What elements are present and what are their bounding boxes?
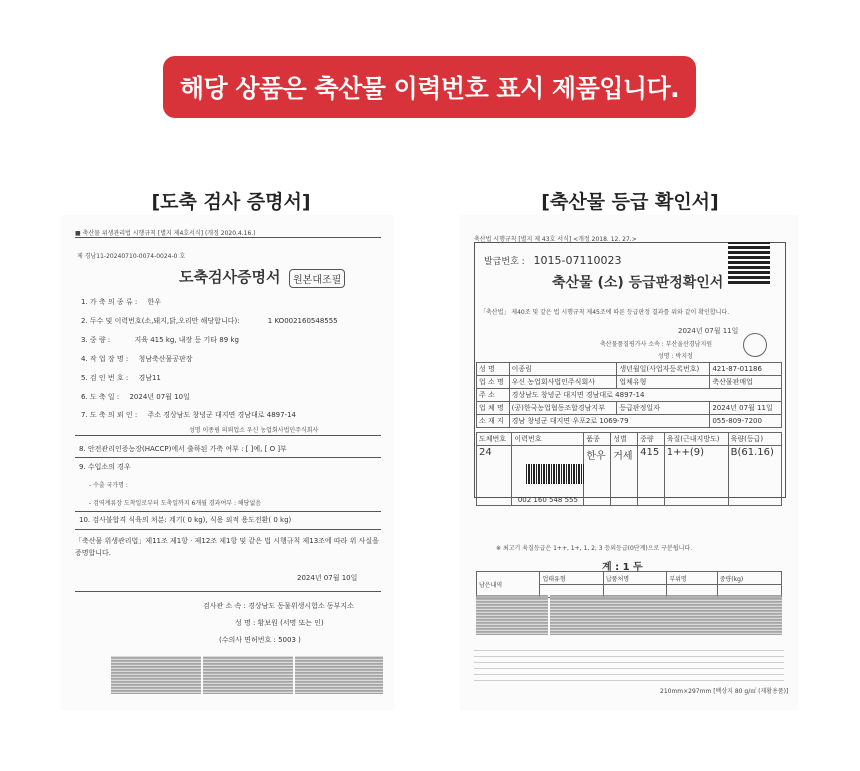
evaluator-name: 성명 : 박지정 bbox=[658, 353, 693, 360]
row-label: 1. 가 축 의 종 류 : bbox=[81, 298, 138, 306]
cell: 주 소 bbox=[477, 389, 510, 402]
slaughter-certificate-image bbox=[61, 215, 394, 710]
divider bbox=[75, 511, 381, 512]
inspector-name: 성 명 : 황보원 (서명 또는 인) bbox=[235, 619, 324, 627]
table-row bbox=[477, 363, 782, 376]
grade-certificate-heading: [축산물 등급 확인서] bbox=[541, 191, 719, 213]
certificate-date: 2024년 07월 10일 bbox=[297, 574, 358, 582]
qr-code bbox=[728, 242, 770, 284]
weight: 415 bbox=[638, 446, 665, 506]
redacted-block bbox=[111, 656, 201, 694]
cell: 2024년 07월 11일 bbox=[710, 402, 782, 415]
cell: 업체유형 bbox=[617, 376, 710, 389]
row-label: 3. 중 량 : bbox=[81, 336, 111, 344]
cell: 성 명 bbox=[477, 363, 510, 376]
column-header: 이력번호 bbox=[512, 433, 584, 446]
row-label: 7. 도 축 의 뢰 인 : bbox=[81, 411, 138, 419]
cell: 소 재 지 bbox=[477, 415, 510, 428]
cell: 등급판정일자 bbox=[617, 402, 710, 415]
vet-license: (수의사 면허번호 : 5003 ) bbox=[219, 636, 301, 644]
export-country: - 수출 국가명 : bbox=[89, 482, 128, 489]
divider bbox=[75, 529, 381, 530]
row-value: 2024년 07월 10일 bbox=[129, 393, 190, 401]
document-title: 축산물 (소) 등급판정확인서 bbox=[552, 275, 724, 291]
cell: 이종림 bbox=[509, 363, 617, 376]
reject-disposal-line: 10. 검사불합격 식육의 처분: 계기( 0 kg), 식용 외적 용도전환( 0 kg) bbox=[79, 516, 292, 524]
cell: 우신 농업회사법인주식회사 bbox=[509, 376, 617, 389]
column-header: 육량(등급) bbox=[728, 433, 781, 446]
redacted-block bbox=[476, 595, 548, 635]
row-weight bbox=[81, 335, 239, 345]
cell: 생년월일(사업자등록번호) bbox=[617, 363, 710, 376]
column-header: 도체번호 bbox=[477, 433, 512, 446]
row-value: 한우 bbox=[147, 298, 161, 306]
cell: 업 소 명 bbox=[477, 376, 510, 389]
grade-note: ※ 최고기 육질등급은 1++, 1+, 1, 2, 3 등외등급(0단계)으로 구분됩니다. bbox=[496, 545, 693, 552]
import-title: 9. 수입소의 경우 bbox=[79, 463, 131, 471]
table-row bbox=[477, 402, 782, 415]
column-header: 부위명 bbox=[667, 572, 717, 585]
table-header-row bbox=[477, 433, 782, 446]
owner-line: 성명 이종림 의뢰업소 우신 농업회사법인주식회사 bbox=[189, 427, 319, 434]
column-header: 업태유형 bbox=[540, 572, 603, 585]
row-value: 주소 경상남도 창녕군 대지면 경남대로 4897-14 bbox=[147, 411, 297, 419]
redacted-block bbox=[295, 656, 383, 694]
divider bbox=[75, 237, 381, 238]
row-workplace bbox=[81, 354, 193, 364]
trace-number: 002 160 548 555 bbox=[512, 446, 584, 506]
grade-table bbox=[476, 432, 782, 506]
cell: 055-809-7200 bbox=[710, 415, 782, 428]
cell: 업 체 명 bbox=[477, 402, 510, 415]
judgment-date: 2024년 07월 11일 bbox=[678, 327, 739, 335]
yield-grade: B(61.16) bbox=[728, 446, 781, 506]
evaluator-org: 축산물품질평가사 소속 : 부산울산경남지원 bbox=[600, 341, 713, 348]
cell: 경상남도 창녕군 대지면 경남대로 4897-14 bbox=[509, 389, 781, 402]
redacted-block bbox=[203, 656, 293, 694]
row-label: 6. 도 축 일 : bbox=[81, 393, 120, 401]
quality-grade: 1++(9) bbox=[664, 446, 728, 506]
document-title: 도축검사증명서 bbox=[179, 268, 281, 286]
row-label: 2. 두수 및 이력번호(소,돼지,닭,오리만 해당합니다): bbox=[81, 317, 240, 325]
row-value: 지육 415 kg, 내장 등 기타 89 kg bbox=[134, 336, 239, 344]
trace-barcode bbox=[526, 464, 584, 484]
cell: (공)한국농업협동조합경남지부 bbox=[509, 402, 617, 415]
carcass-number: 24 bbox=[477, 446, 512, 506]
issue-number bbox=[484, 254, 622, 267]
row-livestock-type bbox=[81, 297, 161, 307]
table-row bbox=[477, 389, 782, 402]
issue-number-label: 발급번호 : bbox=[484, 257, 525, 267]
column-header: 성별 bbox=[611, 433, 638, 446]
applicant-table bbox=[476, 362, 782, 428]
quarantine-line: - 검역계류장 도착일로부터 도축일까지 6개월 경과여부 : 해당없음 bbox=[89, 500, 262, 507]
legal-statement: 「축산물 위생관리법」제11조 제1항 · 제12조 제1항 및 같은 법 시행규칙 제13조에 따라 위 사실을 증명합니다. bbox=[75, 537, 379, 557]
form-header-note: 축산법 시행규칙 [별지 제 43호 서식] <개정 2018. 12. 27.> bbox=[474, 236, 637, 243]
notice-banner-text: 해당 상품은 축산물 이력번호 표시 제품입니다. bbox=[179, 74, 680, 103]
seal-stamp bbox=[743, 333, 767, 357]
footnotes-area bbox=[474, 645, 784, 681]
row-value: 1 KO002160548555 bbox=[267, 317, 338, 325]
table-row bbox=[477, 446, 782, 506]
total-count: 계 : 1 두 bbox=[602, 562, 643, 573]
inspector-organization: 검사관 소 속 : 경상남도 동물위생시험소 동부지소 bbox=[203, 602, 354, 610]
haccp-line: 8. 안전관리인증농장(HACCP)에서 출하된 가축 여부 : [ ]예, [ O ]부 bbox=[79, 445, 287, 453]
row-label: 4. 작 업 장 명 : bbox=[81, 355, 129, 363]
table-row bbox=[477, 415, 782, 428]
breed: 한우 bbox=[584, 446, 611, 506]
form-header-note: ■ 축산물 위생관리법 시행규칙 [별지 제4호서식] (개정 2020.4.16.) bbox=[75, 230, 256, 237]
row-trace-number bbox=[81, 316, 338, 326]
cell: 경남 창녕군 대지면 우포2로 1069-79 bbox=[509, 415, 710, 428]
notice-banner bbox=[163, 56, 696, 118]
row-value: 경남11 bbox=[138, 374, 161, 382]
remaining-table bbox=[476, 571, 782, 598]
table-row bbox=[477, 376, 782, 389]
column-header: 남은내역 bbox=[477, 572, 540, 598]
document-number: 제 경남11-20240710-0074-0024-0 호 bbox=[77, 253, 186, 260]
slaughter-certificate-heading: [도축 검사 증명서] bbox=[151, 191, 311, 213]
column-header: 납품처명 bbox=[603, 572, 666, 585]
cell: 421-87-01186 bbox=[710, 363, 782, 376]
row-inspection-number bbox=[81, 373, 161, 383]
row-value: 청남축산물공판장 bbox=[138, 355, 193, 363]
redacted-block bbox=[550, 595, 782, 635]
cell: 축산물판매업 bbox=[710, 376, 782, 389]
original-copy-stamp: 원본대조필 bbox=[289, 269, 345, 288]
column-header: 품종 bbox=[584, 433, 611, 446]
divider bbox=[75, 435, 381, 436]
grade-certificate-image bbox=[460, 215, 798, 710]
row-requester bbox=[81, 410, 296, 420]
paper-spec-note: 210mm×297mm [백상지 80 g/㎡ (재활용품)] bbox=[660, 688, 789, 695]
column-header: 중량 bbox=[638, 433, 665, 446]
confirmation-notice: 「축산법」 제40조 및 같은 법 시행규칙 제45조에 따른 등급판정 결과를 위와 같이 확인합니다. bbox=[480, 309, 730, 316]
issue-number-value: 1015-07110023 bbox=[533, 254, 622, 267]
column-header: 중량(kg) bbox=[717, 572, 781, 585]
row-slaughter-date bbox=[81, 392, 190, 402]
table-row bbox=[477, 572, 782, 585]
divider bbox=[75, 591, 381, 592]
sex: 거세 bbox=[611, 446, 638, 506]
column-header: 육질(근내지방도) bbox=[664, 433, 728, 446]
row-label: 5. 검 인 번 호 : bbox=[81, 374, 129, 382]
divider bbox=[75, 457, 381, 458]
